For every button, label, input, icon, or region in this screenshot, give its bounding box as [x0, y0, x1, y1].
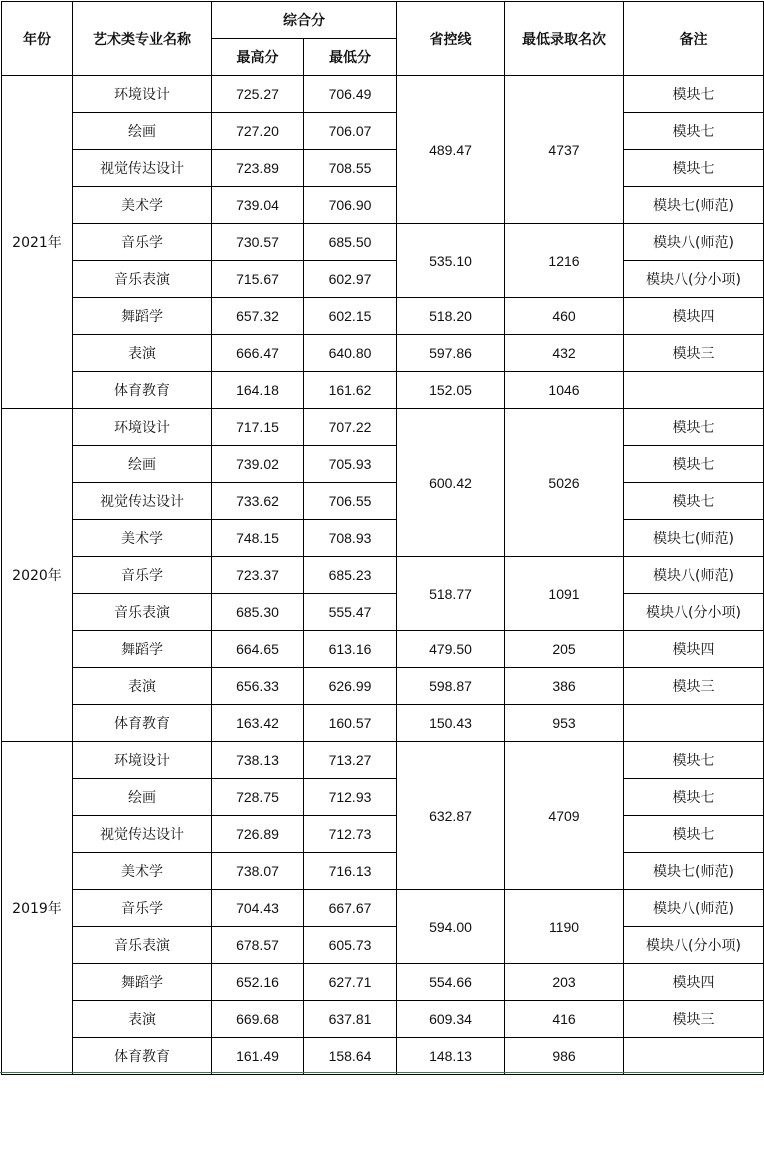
major-cell: 体育教育	[73, 372, 212, 409]
note-cell: 模块四	[624, 298, 764, 335]
major-cell: 音乐表演	[73, 594, 212, 631]
header-note: 备注	[624, 2, 764, 76]
note-cell: 模块七	[624, 76, 764, 113]
min-score-cell: 706.55	[304, 483, 397, 520]
min-score-cell: 605.73	[304, 927, 397, 964]
control-line-cell: 148.13	[397, 1038, 505, 1075]
max-score-cell: 657.32	[212, 298, 304, 335]
year-cell: 2019年	[2, 742, 73, 1075]
max-score-cell: 738.07	[212, 853, 304, 890]
table-row	[2, 594, 764, 631]
min-score-cell: 161.62	[304, 372, 397, 409]
max-score-cell: 748.15	[212, 520, 304, 557]
max-score-cell: 164.18	[212, 372, 304, 409]
min-rank-cell: 1216	[505, 224, 624, 298]
table-row	[2, 150, 764, 187]
max-score-cell: 685.30	[212, 594, 304, 631]
max-score-cell: 678.57	[212, 927, 304, 964]
note-cell: 模块四	[624, 631, 764, 668]
max-score-cell: 715.67	[212, 261, 304, 298]
note-cell: 模块八(分小项)	[624, 927, 764, 964]
max-score-cell: 652.16	[212, 964, 304, 1001]
min-score-cell: 708.93	[304, 520, 397, 557]
min-rank-cell: 432	[505, 335, 624, 372]
header-min: 最低分	[304, 39, 397, 76]
control-line-cell: 518.77	[397, 557, 505, 631]
table-row	[2, 779, 764, 816]
major-cell: 音乐表演	[73, 261, 212, 298]
major-cell: 体育教育	[73, 1038, 212, 1075]
table-row	[2, 520, 764, 557]
min-score-cell: 602.97	[304, 261, 397, 298]
min-score-cell: 708.55	[304, 150, 397, 187]
table-row	[2, 705, 764, 742]
min-score-cell: 706.90	[304, 187, 397, 224]
major-cell: 音乐学	[73, 557, 212, 594]
year-cell: 2021年	[2, 76, 73, 409]
note-cell: 模块七	[624, 483, 764, 520]
min-score-cell: 685.50	[304, 224, 397, 261]
min-rank-cell: 1190	[505, 890, 624, 964]
min-rank-cell: 5026	[505, 409, 624, 557]
major-cell: 绘画	[73, 779, 212, 816]
max-score-cell: 739.04	[212, 187, 304, 224]
major-cell: 视觉传达设计	[73, 150, 212, 187]
min-rank-cell: 203	[505, 964, 624, 1001]
table-row	[2, 853, 764, 890]
max-score-cell: 723.89	[212, 150, 304, 187]
table-row	[2, 187, 764, 224]
min-rank-cell: 953	[505, 705, 624, 742]
header-control-line: 省控线	[397, 2, 505, 76]
control-line-cell: 479.50	[397, 631, 505, 668]
note-cell: 模块七	[624, 779, 764, 816]
major-cell: 视觉传达设计	[73, 483, 212, 520]
table-row	[2, 298, 764, 335]
min-score-cell: 602.15	[304, 298, 397, 335]
max-score-cell: 163.42	[212, 705, 304, 742]
control-line-cell: 594.00	[397, 890, 505, 964]
min-score-cell: 555.47	[304, 594, 397, 631]
major-cell: 舞蹈学	[73, 631, 212, 668]
header-major: 艺术类专业名称	[73, 2, 212, 76]
control-line-cell: 598.87	[397, 668, 505, 705]
max-score-cell: 730.57	[212, 224, 304, 261]
min-score-cell: 712.73	[304, 816, 397, 853]
max-score-cell: 739.02	[212, 446, 304, 483]
table-row	[2, 927, 764, 964]
min-rank-cell: 205	[505, 631, 624, 668]
note-cell: 模块七	[624, 742, 764, 779]
min-score-cell: 626.99	[304, 668, 397, 705]
note-cell: 模块七	[624, 409, 764, 446]
max-score-cell: 666.47	[212, 335, 304, 372]
control-line-cell: 554.66	[397, 964, 505, 1001]
min-score-cell: 667.67	[304, 890, 397, 927]
table-row	[2, 76, 764, 113]
major-cell: 表演	[73, 1001, 212, 1038]
max-score-cell: 704.43	[212, 890, 304, 927]
max-score-cell: 733.62	[212, 483, 304, 520]
note-cell: 模块八(分小项)	[624, 594, 764, 631]
table-row	[2, 631, 764, 668]
max-score-cell: 656.33	[212, 668, 304, 705]
note-cell: 模块三	[624, 1001, 764, 1038]
major-cell: 音乐表演	[73, 927, 212, 964]
major-cell: 环境设计	[73, 409, 212, 446]
min-score-cell: 707.22	[304, 409, 397, 446]
major-cell: 表演	[73, 668, 212, 705]
min-rank-cell: 386	[505, 668, 624, 705]
max-score-cell: 669.68	[212, 1001, 304, 1038]
table-row	[2, 742, 764, 779]
max-score-cell: 161.49	[212, 1038, 304, 1075]
note-cell: 模块八(分小项)	[624, 261, 764, 298]
note-cell: 模块七	[624, 816, 764, 853]
min-rank-cell: 460	[505, 298, 624, 335]
min-rank-cell: 4709	[505, 742, 624, 890]
major-cell: 音乐学	[73, 224, 212, 261]
min-score-cell: 712.93	[304, 779, 397, 816]
major-cell: 绘画	[73, 446, 212, 483]
note-cell: 模块三	[624, 668, 764, 705]
major-cell: 音乐学	[73, 890, 212, 927]
table-row	[2, 409, 764, 446]
table-row	[2, 261, 764, 298]
major-cell: 表演	[73, 335, 212, 372]
table-row	[2, 335, 764, 372]
max-score-cell: 728.75	[212, 779, 304, 816]
control-line-cell: 609.34	[397, 1001, 505, 1038]
table-row	[2, 668, 764, 705]
admission-scores-table	[1, 1, 764, 1075]
header-composite: 综合分	[212, 2, 397, 39]
table-row	[2, 816, 764, 853]
bottom-divider	[0, 1072, 764, 1073]
note-cell	[624, 705, 764, 742]
control-line-cell: 518.20	[397, 298, 505, 335]
major-cell: 视觉传达设计	[73, 816, 212, 853]
note-cell	[624, 1038, 764, 1075]
control-line-cell: 489.47	[397, 76, 505, 224]
major-cell: 环境设计	[73, 742, 212, 779]
major-cell: 美术学	[73, 853, 212, 890]
table-row	[2, 483, 764, 520]
major-cell: 美术学	[73, 520, 212, 557]
control-line-cell: 150.43	[397, 705, 505, 742]
note-cell: 模块七(师范)	[624, 187, 764, 224]
table-row	[2, 1001, 764, 1038]
note-cell: 模块三	[624, 335, 764, 372]
max-score-cell: 726.89	[212, 816, 304, 853]
max-score-cell: 717.15	[212, 409, 304, 446]
min-score-cell: 706.07	[304, 113, 397, 150]
min-rank-cell: 1091	[505, 557, 624, 631]
control-line-cell: 152.05	[397, 372, 505, 409]
min-rank-cell: 4737	[505, 76, 624, 224]
table-row	[2, 557, 764, 594]
note-cell: 模块四	[624, 964, 764, 1001]
major-cell: 舞蹈学	[73, 964, 212, 1001]
max-score-cell: 725.27	[212, 76, 304, 113]
table-row	[2, 113, 764, 150]
table-row	[2, 372, 764, 409]
table-body	[2, 76, 764, 1075]
note-cell: 模块八(师范)	[624, 557, 764, 594]
note-cell: 模块七	[624, 446, 764, 483]
note-cell: 模块七	[624, 113, 764, 150]
table-row	[2, 1038, 764, 1075]
note-cell	[624, 372, 764, 409]
control-line-cell: 535.10	[397, 224, 505, 298]
min-rank-cell: 1046	[505, 372, 624, 409]
control-line-cell: 597.86	[397, 335, 505, 372]
major-cell: 环境设计	[73, 76, 212, 113]
max-score-cell: 664.65	[212, 631, 304, 668]
table-row	[2, 224, 764, 261]
header-max: 最高分	[212, 39, 304, 76]
min-score-cell: 627.71	[304, 964, 397, 1001]
max-score-cell: 727.20	[212, 113, 304, 150]
max-score-cell: 738.13	[212, 742, 304, 779]
note-cell: 模块七(师范)	[624, 853, 764, 890]
min-score-cell: 160.57	[304, 705, 397, 742]
major-cell: 美术学	[73, 187, 212, 224]
control-line-cell: 632.87	[397, 742, 505, 890]
min-rank-cell: 986	[505, 1038, 624, 1075]
min-score-cell: 637.81	[304, 1001, 397, 1038]
table-row	[2, 890, 764, 927]
min-score-cell: 716.13	[304, 853, 397, 890]
year-cell: 2020年	[2, 409, 73, 742]
min-score-cell: 158.64	[304, 1038, 397, 1075]
note-cell: 模块八(师范)	[624, 224, 764, 261]
table-row	[2, 446, 764, 483]
min-score-cell: 705.93	[304, 446, 397, 483]
control-line-cell: 600.42	[397, 409, 505, 557]
min-score-cell: 640.80	[304, 335, 397, 372]
min-rank-cell: 416	[505, 1001, 624, 1038]
min-score-cell: 706.49	[304, 76, 397, 113]
header-min-rank: 最低录取名次	[505, 2, 624, 76]
note-cell: 模块七	[624, 150, 764, 187]
table-row	[2, 964, 764, 1001]
note-cell: 模块八(师范)	[624, 890, 764, 927]
min-score-cell: 713.27	[304, 742, 397, 779]
major-cell: 舞蹈学	[73, 298, 212, 335]
min-score-cell: 613.16	[304, 631, 397, 668]
header-year: 年份	[2, 2, 73, 76]
max-score-cell: 723.37	[212, 557, 304, 594]
note-cell: 模块七(师范)	[624, 520, 764, 557]
major-cell: 绘画	[73, 113, 212, 150]
major-cell: 体育教育	[73, 705, 212, 742]
min-score-cell: 685.23	[304, 557, 397, 594]
